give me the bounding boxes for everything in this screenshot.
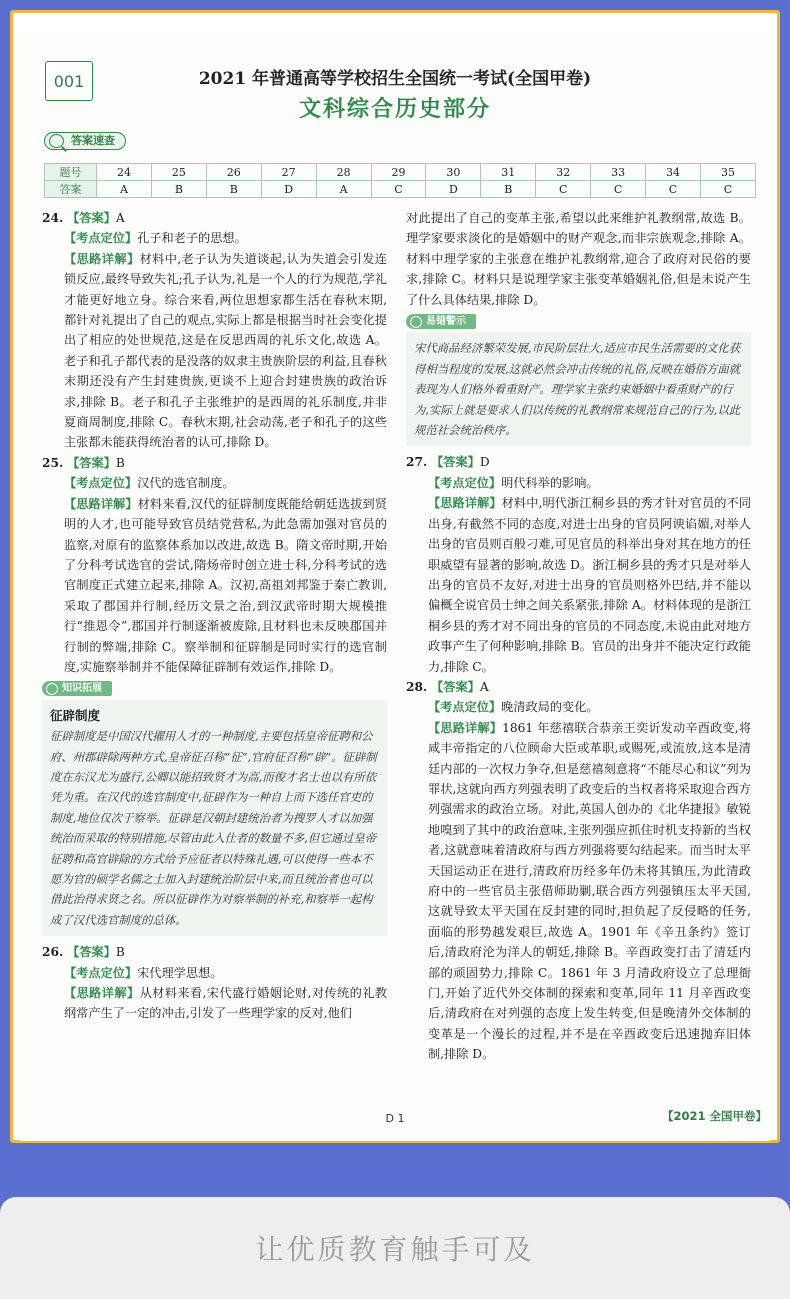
question-cell: 34	[646, 164, 701, 181]
answer-cell: C	[700, 181, 755, 198]
warning-tag: 易错警示	[406, 314, 476, 329]
detail-text: 从材料来看,宋代盛行婚姻论财,对传统的礼教纲常产生了一定的冲击,引发了一些理学家的反对,他们	[64, 986, 387, 1021]
question-row	[45, 164, 756, 181]
detail-text: 材料来看,汉代的征辟制度既能给朝廷选拔到贤明的人才,也可能导致官员结党营私,为此急需加强对官员的监察,对原有的监察体系加以改进,故选 B。隋文帝时期,开始了分科考试选官的尝试,隋炀帝时创立进士科,分科考试的选官制度正式建立起来,排除 A。汉初,高祖刘邦鉴于秦亡教训,采取了郡国并行制,经历文景之治,到汉武帝时期大规模推行“推恩令”,郡国并行制逐渐被废除,且材料也未反映郡国并行制的弊端,排除 C。察举制和征辟制是同时实行的选官制度,实施察举制并不能保障征辟制有效运作,排除 D。	[64, 496, 388, 674]
search-icon	[49, 134, 64, 148]
detail-text: 材料中,明代浙江桐乡县的秀才针对官员的不同出身,有截然不同的态度,对进士出身的官员阿谀谄媚,对举人出身的官员则百般刁难,可见官员的科举出身对其在地方的任职威望有显著的影响,故选 D。浙江桐乡县的秀才只是对举人出身的官员不友好,对进士出身的官员则格外巴结,并不能以偏概全说官员士绅之间关系紧张,排除 A。材料体现的是浙江桐乡县的秀才对不同出身的官员的不同态度,未说由此对地方政事产生了何种影响,排除 B。官员的出身并不能决定行政能力,排除 C。	[428, 496, 752, 674]
question-number: 28.	[406, 679, 428, 694]
point-text: 晚清政局的变化。	[501, 700, 599, 715]
question-cell: 28	[316, 164, 371, 181]
right-column	[406, 208, 751, 1065]
detail-paragraph	[42, 494, 387, 678]
answer-cell: B	[481, 181, 536, 198]
point-line	[406, 697, 751, 717]
question-cell: 35	[700, 164, 755, 181]
answer-tag: 【答案】	[67, 945, 116, 960]
knowledge-box	[42, 700, 387, 936]
warning-text: 宋代商品经济繁荣发展,市民阶层壮大,适应市民生活需要的文化获得相当程度的发展,这就必然会冲击传统的礼俗,反映在婚俗方面就表现为人们格外看重财产。理学家主张约束婚姻中看重财产的行为,实际上就是要求人们以传统的礼教纲常来规范自己的行为,以此规范社会统治秩序。	[414, 341, 741, 438]
answer-cell: A	[316, 181, 371, 198]
exam-paper	[20, 36, 770, 1141]
quick-check-text: 答案速查	[71, 134, 115, 147]
detail-tag: 【思路详解】	[428, 496, 502, 511]
answer-cell: C	[591, 181, 646, 198]
point-line	[42, 963, 387, 983]
point-tag: 【考点定位】	[64, 476, 138, 491]
point-tag: 【考点定位】	[428, 475, 502, 490]
answer-row	[45, 181, 756, 198]
detail-text: 材料中,老子认为失道谈起,认为失道会引发连锁反应,最终导致失礼;孔子认为,礼是一个人的行为规范,学礼才能更好地立身。综合来看,两位思想家都生活在春秋末期,都针对礼提出了自己的观点,实际上都是根据当时社会变化提出了相应的处世规范,这是在反思西周的礼乐文化,故选 A。老子和孔子都代表的是没落的奴隶主贵族阶层的利益,且春秋末期还没有产生封建贵族,更谈不上迎合封建贵族的政治诉求,排除 B。老子和孔子主张维护的是西周的礼乐制度,并非夏商周制度,排除 C。春秋末期,社会动荡,老子和孔子的这些主张都未能获得统治者的认可,排除 D。	[64, 251, 387, 450]
answer-cell: B	[206, 181, 261, 198]
detail-text: 1861 年慈禧联合恭亲王奕䜣发动辛酉政变,将咸丰帝指定的八位顾命大臣或革职,或赐死,或流放,这本是清廷内部的一次权力争夺,但是慈禧刻意将“不能尽心和议”列为罪状,这就向西方列强表明了政变后的当权者将采取迎合西方列强需求的政治立场。对此,英国人创办的《北华捷报》敏锐地嗅到了其中的政治意味,主张列强应抓住时机支持新的当权者,这就意味着清政府与西方列强将要勾结起来。而当时太平天国运动正在进行,清政府历经多年仍未将其镇压,为此清政府中的一些官员主张借师助剿,联合西方列强镇压太平天国,这就导致太平天国在反封建的同时,担负起了反侵略的任务,面临的形势越发艰巨,故选 A。1901 年《辛丑条约》签订后,清政府沦为洋人的朝廷,排除 B。辛酉政变打击了清廷内部的顽固势力,排除 C。1861 年 3 月清政府设立了总理衙门,开始了近代外交体制的探索和变革,同年 11 月辛酉政变后,清政府在对列强的态度上发生转变,但是晚清外交体制的变革是一个漫长的过程,并不是在辛酉政变后迅速抛弃旧体制,排除 D。	[428, 720, 752, 1062]
question-27	[406, 452, 751, 472]
point-text: 孔子和老子的思想。	[137, 231, 247, 246]
answer-cell: C	[371, 181, 426, 198]
answer-cell: D	[426, 181, 481, 198]
point-tag: 【考点定位】	[428, 700, 502, 715]
question-cell: 31	[481, 164, 536, 181]
point-text: 汉代的选官制度。	[137, 476, 235, 491]
question-26	[42, 942, 387, 962]
question-cell: 32	[536, 164, 591, 181]
detail-paragraph	[406, 718, 751, 1065]
paper-brand: 【2021 全国甲卷】	[662, 1109, 768, 1123]
answer-value: A	[479, 679, 489, 694]
answer-cell: C	[646, 181, 701, 198]
answer-cell: D	[261, 181, 316, 198]
question-cell: 33	[591, 164, 646, 181]
answer-tag: 【答案】	[67, 211, 116, 225]
point-line	[42, 228, 387, 248]
question-cell: 25	[151, 164, 206, 181]
left-column	[42, 208, 387, 1024]
row-label: 题号	[45, 164, 97, 181]
detail-tag: 【思路详解】	[64, 986, 140, 1001]
question-28	[406, 677, 751, 697]
detail-tag: 【思路详解】	[64, 251, 140, 266]
answer-value: D	[479, 455, 490, 470]
answer-value: B	[115, 945, 125, 960]
exam-title: 2021 年普通高等学校招生全国统一考试(全国甲卷)	[198, 69, 592, 89]
slogan-panel	[0, 1197, 790, 1299]
knowledge-title: 征辟制度	[50, 707, 101, 723]
point-text: 宋代理学思想。	[137, 965, 223, 980]
question-cell: 27	[261, 164, 316, 181]
knowledge-tag: 知识拓展	[42, 681, 112, 696]
warning-box-header	[406, 310, 751, 330]
point-text: 明代科举的影响。	[501, 475, 599, 490]
question-number: 25.	[42, 455, 64, 470]
question-number: 27.	[406, 455, 428, 470]
question-cell: 24	[97, 164, 152, 181]
detail-paragraph	[406, 493, 751, 677]
detail-tag: 【思路详解】	[64, 496, 138, 511]
knowledge-text: 征辟制度是中国汉代擢用人才的一种制度,主要包括皇帝征聘和公府、州郡辟除两种方式,皇帝征召称“征”,官府征召称“辟”。征辟制度在东汉尤为盛行,公卿以能招致贤才为高,而俊才名士也以有所依凭为重。在汉代的选官制度中,征辟作为一种自上而下选任官吏的制度,地位仅次于察举。征辟是汉朝封建统治者为搜罗人才以加强统治而采取的特别措施,尽管由此入仕者的数量不多,但它通过皇帝征聘和高官辟除的方式给予应征者以特殊礼遇,可以使得一些本不愿为官的硕学名儒之士加入封建统治阶层中来,而且统治者也可以借此治得求贤之名。所以征辟作为对察举制的补充,和察举一起构成了汉代选官制度的总体。	[50, 729, 377, 927]
answer-tag: 【答案】	[67, 455, 116, 470]
point-tag: 【考点定位】	[64, 231, 138, 246]
answer-cell: C	[536, 181, 591, 198]
warning-box	[406, 332, 751, 446]
knowledge-box-header	[42, 677, 387, 697]
detail-paragraph	[42, 983, 387, 1024]
question-number: 24.	[42, 211, 64, 225]
detail-tag: 【思路详解】	[428, 720, 503, 735]
quick-check-label	[44, 132, 126, 150]
paper-number-badge: 001	[45, 61, 93, 101]
answer-value: A	[115, 211, 125, 225]
answer-cell: B	[151, 181, 206, 198]
question-cell: 26	[206, 164, 261, 181]
row-label: 答案	[45, 181, 97, 198]
answer-tag: 【答案】	[431, 455, 480, 470]
answer-cell: A	[97, 181, 152, 198]
question-cell: 29	[371, 164, 426, 181]
exam-subtitle: 文科综合历史部分	[298, 96, 491, 122]
page-number: D 1	[385, 1112, 405, 1125]
question-25	[42, 453, 387, 473]
question-number: 26.	[42, 945, 64, 960]
point-tag: 【考点定位】	[64, 965, 138, 980]
answer-tag: 【答案】	[431, 679, 480, 694]
point-line	[42, 473, 387, 493]
question-24	[42, 208, 387, 228]
point-line	[406, 473, 751, 493]
slogan-text: 让优质教育触手可及	[255, 1233, 535, 1266]
detail-continuation: 对此提出了自己的变革主张,希望以此来维护礼教纲常,故选 B。理学家要求淡化的是婚姻中的财产观念,而非宗族观念,排除 A。材料中理学家的主张意在维护礼教纲常,迎合了政府对民俗的要求,排除 C。材料只是说理学家主张变革婚姻礼俗,但是未说产生了什么具体结果,排除 D。	[406, 211, 751, 307]
detail-paragraph	[42, 249, 387, 453]
answer-table	[44, 163, 756, 198]
question-cell: 30	[426, 164, 481, 181]
answer-value: B	[115, 455, 125, 470]
